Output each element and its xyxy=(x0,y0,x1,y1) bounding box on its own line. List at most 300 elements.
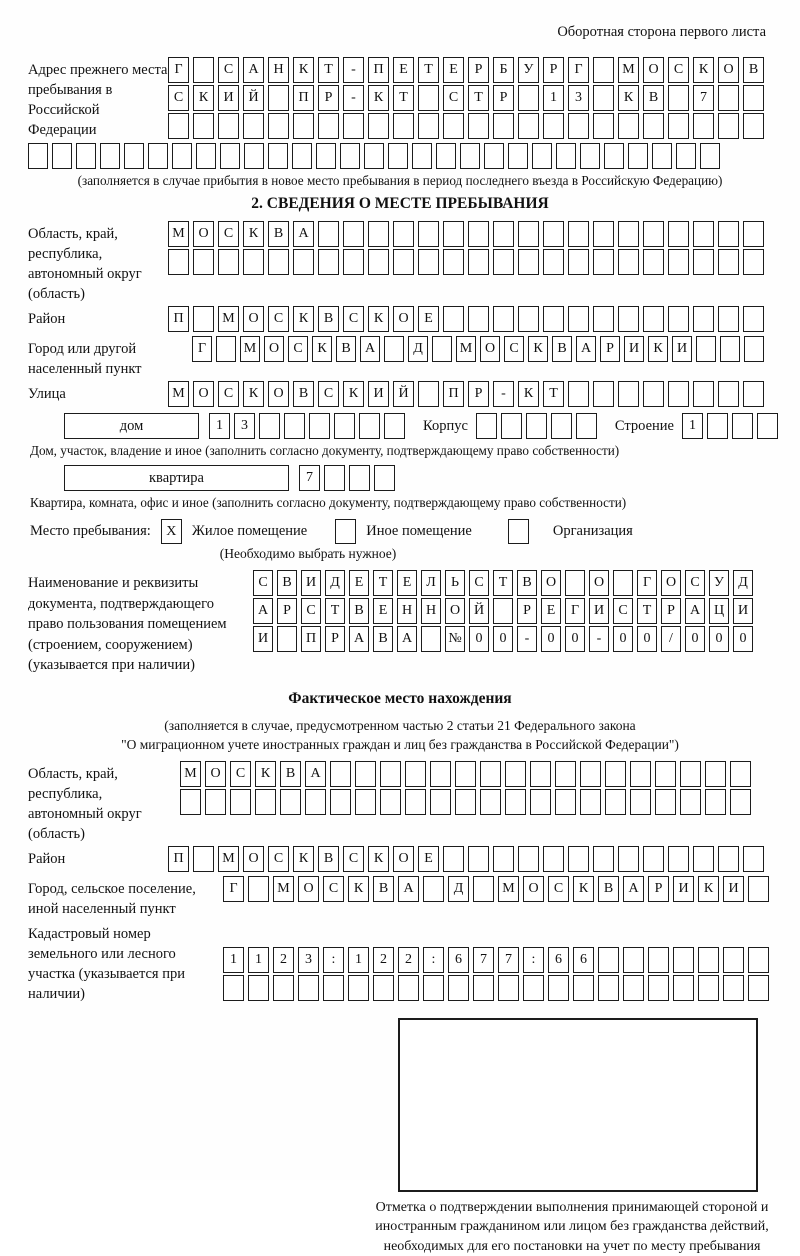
char-cell[interactable] xyxy=(698,975,719,1001)
char-cell[interactable]: П xyxy=(168,846,189,872)
char-cell[interactable]: К xyxy=(698,876,719,902)
char-cell[interactable] xyxy=(268,85,289,111)
char-cell[interactable] xyxy=(732,413,753,439)
char-cell[interactable] xyxy=(743,221,764,247)
char-cell[interactable]: М xyxy=(168,221,189,247)
char-cell[interactable]: 1 xyxy=(543,85,564,111)
char-cell[interactable] xyxy=(432,336,452,362)
char-cell[interactable]: Р xyxy=(277,598,297,624)
char-cell[interactable]: К xyxy=(255,761,276,787)
char-cell[interactable] xyxy=(518,113,539,139)
char-cell[interactable] xyxy=(343,221,364,247)
char-cell[interactable] xyxy=(318,113,339,139)
char-cell[interactable] xyxy=(673,947,694,973)
char-cell[interactable]: 6 xyxy=(448,947,469,973)
char-cell[interactable] xyxy=(718,113,739,139)
char-cell[interactable]: Е xyxy=(393,57,414,83)
char-cell[interactable]: 1 xyxy=(248,947,269,973)
char-cell[interactable] xyxy=(530,761,551,787)
char-cell[interactable] xyxy=(730,789,751,815)
char-cell[interactable]: А xyxy=(243,57,264,83)
char-cell[interactable]: В xyxy=(552,336,572,362)
char-cell[interactable]: О xyxy=(193,221,214,247)
char-cell[interactable]: В xyxy=(349,598,369,624)
char-cell[interactable] xyxy=(623,975,644,1001)
char-cell[interactable] xyxy=(309,413,330,439)
char-cell[interactable] xyxy=(526,413,547,439)
char-cell[interactable]: 2 xyxy=(373,947,394,973)
checkbox-inoe[interactable] xyxy=(335,519,356,544)
char-cell[interactable] xyxy=(205,789,226,815)
char-cell[interactable] xyxy=(555,761,576,787)
char-cell[interactable] xyxy=(248,876,269,902)
char-cell[interactable]: Ь xyxy=(445,570,465,596)
char-cell[interactable]: 3 xyxy=(298,947,319,973)
char-cell[interactable] xyxy=(518,221,539,247)
char-cell[interactable] xyxy=(718,381,739,407)
char-cell[interactable] xyxy=(443,306,464,332)
char-cell[interactable] xyxy=(593,57,614,83)
char-cell[interactable]: У xyxy=(709,570,729,596)
char-cell[interactable] xyxy=(693,221,714,247)
char-cell[interactable]: Й xyxy=(243,85,264,111)
char-cell[interactable]: О xyxy=(268,381,289,407)
char-cell[interactable] xyxy=(193,57,214,83)
char-cell[interactable]: С xyxy=(323,876,344,902)
char-cell[interactable] xyxy=(676,143,696,169)
char-cell[interactable] xyxy=(293,113,314,139)
char-cell[interactable] xyxy=(518,846,539,872)
char-cell[interactable]: Т xyxy=(493,570,513,596)
char-cell[interactable]: Р xyxy=(468,57,489,83)
char-cell[interactable]: С xyxy=(253,570,273,596)
checkbox-zhiloe[interactable]: X xyxy=(161,519,182,544)
char-cell[interactable]: 0 xyxy=(733,626,753,652)
char-cell[interactable] xyxy=(743,306,764,332)
char-cell[interactable] xyxy=(643,113,664,139)
char-cell[interactable] xyxy=(259,413,280,439)
char-cell[interactable] xyxy=(593,381,614,407)
char-cell[interactable] xyxy=(473,876,494,902)
char-cell[interactable] xyxy=(193,306,214,332)
char-cell[interactable] xyxy=(718,85,739,111)
char-cell[interactable] xyxy=(518,249,539,275)
char-cell[interactable]: 3 xyxy=(234,413,255,439)
char-cell[interactable] xyxy=(693,381,714,407)
char-cell[interactable] xyxy=(718,249,739,275)
char-cell[interactable]: 0 xyxy=(637,626,657,652)
char-cell[interactable] xyxy=(418,381,439,407)
char-cell[interactable]: 2 xyxy=(398,947,419,973)
char-cell[interactable] xyxy=(593,846,614,872)
char-cell[interactable] xyxy=(284,413,305,439)
char-cell[interactable]: А xyxy=(360,336,380,362)
char-cell[interactable]: С xyxy=(318,381,339,407)
char-cell[interactable]: Н xyxy=(421,598,441,624)
char-cell[interactable]: М xyxy=(180,761,201,787)
char-cell[interactable] xyxy=(748,876,769,902)
char-cell[interactable]: О xyxy=(264,336,284,362)
char-cell[interactable]: 2 xyxy=(273,947,294,973)
char-cell[interactable]: О xyxy=(661,570,681,596)
char-cell[interactable]: М xyxy=(618,57,639,83)
char-cell[interactable] xyxy=(468,306,489,332)
char-cell[interactable] xyxy=(618,306,639,332)
char-cell[interactable] xyxy=(643,221,664,247)
char-cell[interactable]: С xyxy=(230,761,251,787)
char-cell[interactable]: М xyxy=(456,336,476,362)
char-cell[interactable]: С xyxy=(668,57,689,83)
char-cell[interactable] xyxy=(743,85,764,111)
char-cell[interactable]: - xyxy=(517,626,537,652)
char-cell[interactable]: А xyxy=(397,626,417,652)
char-cell[interactable]: К xyxy=(368,85,389,111)
char-cell[interactable]: М xyxy=(218,846,239,872)
char-cell[interactable]: Т xyxy=(393,85,414,111)
char-cell[interactable]: И xyxy=(301,570,321,596)
char-cell[interactable] xyxy=(436,143,456,169)
char-cell[interactable]: И xyxy=(253,626,273,652)
char-cell[interactable] xyxy=(580,789,601,815)
char-cell[interactable] xyxy=(384,336,404,362)
char-cell[interactable] xyxy=(568,306,589,332)
char-cell[interactable] xyxy=(243,249,264,275)
char-cell[interactable]: А xyxy=(253,598,273,624)
char-cell[interactable] xyxy=(493,306,514,332)
char-cell[interactable] xyxy=(618,221,639,247)
char-cell[interactable]: С xyxy=(548,876,569,902)
char-cell[interactable] xyxy=(543,249,564,275)
char-cell[interactable] xyxy=(668,85,689,111)
char-cell[interactable]: Е xyxy=(541,598,561,624)
char-cell[interactable] xyxy=(518,85,539,111)
char-cell[interactable] xyxy=(707,413,728,439)
char-cell[interactable] xyxy=(343,113,364,139)
char-cell[interactable]: 7 xyxy=(473,947,494,973)
char-cell[interactable] xyxy=(368,249,389,275)
char-cell[interactable]: С xyxy=(168,85,189,111)
char-cell[interactable]: Г xyxy=(223,876,244,902)
char-cell[interactable] xyxy=(423,975,444,1001)
char-cell[interactable] xyxy=(523,975,544,1001)
char-cell[interactable] xyxy=(480,761,501,787)
char-cell[interactable]: С xyxy=(301,598,321,624)
char-cell[interactable] xyxy=(748,975,769,1001)
char-cell[interactable]: П xyxy=(443,381,464,407)
char-cell[interactable]: : xyxy=(423,947,444,973)
char-cell[interactable]: С xyxy=(218,57,239,83)
char-cell[interactable]: Р xyxy=(493,85,514,111)
char-cell[interactable]: С xyxy=(469,570,489,596)
char-cell[interactable]: Е xyxy=(443,57,464,83)
char-cell[interactable] xyxy=(555,789,576,815)
char-cell[interactable]: О xyxy=(298,876,319,902)
char-cell[interactable] xyxy=(630,761,651,787)
char-cell[interactable]: Н xyxy=(268,57,289,83)
char-cell[interactable]: С xyxy=(504,336,524,362)
char-cell[interactable] xyxy=(330,789,351,815)
char-cell[interactable] xyxy=(723,975,744,1001)
char-cell[interactable]: К xyxy=(368,846,389,872)
char-cell[interactable] xyxy=(180,789,201,815)
char-cell[interactable] xyxy=(423,876,444,902)
char-cell[interactable] xyxy=(580,143,600,169)
char-cell[interactable] xyxy=(730,761,751,787)
char-cell[interactable] xyxy=(623,947,644,973)
char-cell[interactable] xyxy=(273,975,294,1001)
char-cell[interactable] xyxy=(468,113,489,139)
char-cell[interactable] xyxy=(643,381,664,407)
char-cell[interactable] xyxy=(598,947,619,973)
char-cell[interactable] xyxy=(380,761,401,787)
char-cell[interactable]: Т xyxy=(637,598,657,624)
char-cell[interactable]: Ц xyxy=(709,598,729,624)
char-cell[interactable] xyxy=(718,221,739,247)
char-cell[interactable] xyxy=(218,249,239,275)
char-cell[interactable] xyxy=(244,143,264,169)
char-cell[interactable] xyxy=(655,761,676,787)
char-cell[interactable]: К xyxy=(648,336,668,362)
char-cell[interactable] xyxy=(748,947,769,973)
char-cell[interactable] xyxy=(448,975,469,1001)
char-cell[interactable]: К xyxy=(528,336,548,362)
char-cell[interactable]: С xyxy=(613,598,633,624)
char-cell[interactable]: О xyxy=(541,570,561,596)
char-cell[interactable] xyxy=(743,381,764,407)
char-cell[interactable]: П xyxy=(168,306,189,332)
char-cell[interactable]: 0 xyxy=(565,626,585,652)
char-cell[interactable]: Р xyxy=(517,598,537,624)
char-cell[interactable] xyxy=(718,306,739,332)
char-cell[interactable]: Т xyxy=(318,57,339,83)
checkbox-organizaciya[interactable] xyxy=(508,519,529,544)
char-cell[interactable]: Т xyxy=(468,85,489,111)
char-cell[interactable] xyxy=(673,975,694,1001)
char-cell[interactable] xyxy=(443,221,464,247)
char-cell[interactable] xyxy=(468,249,489,275)
char-cell[interactable] xyxy=(505,761,526,787)
char-cell[interactable]: О xyxy=(393,306,414,332)
char-cell[interactable]: В xyxy=(598,876,619,902)
char-cell[interactable] xyxy=(543,113,564,139)
char-cell[interactable]: - xyxy=(343,57,364,83)
char-cell[interactable]: Е xyxy=(418,306,439,332)
char-cell[interactable] xyxy=(743,846,764,872)
char-cell[interactable] xyxy=(648,947,669,973)
char-cell[interactable]: С xyxy=(685,570,705,596)
char-cell[interactable] xyxy=(255,789,276,815)
char-cell[interactable] xyxy=(318,249,339,275)
char-cell[interactable] xyxy=(443,846,464,872)
char-cell[interactable] xyxy=(643,249,664,275)
char-cell[interactable]: : xyxy=(323,947,344,973)
char-cell[interactable]: А xyxy=(398,876,419,902)
char-cell[interactable] xyxy=(493,598,513,624)
char-cell[interactable] xyxy=(168,113,189,139)
char-cell[interactable] xyxy=(405,789,426,815)
char-cell[interactable] xyxy=(484,143,504,169)
char-cell[interactable] xyxy=(568,846,589,872)
char-cell[interactable] xyxy=(493,221,514,247)
char-cell[interactable]: 7 xyxy=(693,85,714,111)
char-cell[interactable]: К xyxy=(573,876,594,902)
char-cell[interactable] xyxy=(248,975,269,1001)
char-cell[interactable] xyxy=(668,306,689,332)
char-cell[interactable] xyxy=(172,143,192,169)
char-cell[interactable] xyxy=(652,143,672,169)
char-cell[interactable] xyxy=(373,975,394,1001)
char-cell[interactable]: Д xyxy=(325,570,345,596)
char-cell[interactable]: А xyxy=(685,598,705,624)
char-cell[interactable]: А xyxy=(305,761,326,787)
char-cell[interactable] xyxy=(418,113,439,139)
char-cell[interactable]: - xyxy=(589,626,609,652)
char-cell[interactable]: П xyxy=(301,626,321,652)
char-cell[interactable] xyxy=(349,465,370,491)
char-cell[interactable]: Т xyxy=(325,598,345,624)
char-cell[interactable]: С xyxy=(268,306,289,332)
char-cell[interactable]: / xyxy=(661,626,681,652)
char-cell[interactable]: 0 xyxy=(685,626,705,652)
char-cell[interactable]: М xyxy=(273,876,294,902)
char-cell[interactable]: К xyxy=(193,85,214,111)
char-cell[interactable]: Т xyxy=(418,57,439,83)
char-cell[interactable] xyxy=(305,789,326,815)
char-cell[interactable]: В xyxy=(373,876,394,902)
char-cell[interactable] xyxy=(334,413,355,439)
char-cell[interactable] xyxy=(216,336,236,362)
char-cell[interactable]: Е xyxy=(418,846,439,872)
char-cell[interactable]: М xyxy=(168,381,189,407)
char-cell[interactable]: К xyxy=(293,306,314,332)
char-cell[interactable]: С xyxy=(218,221,239,247)
char-cell[interactable] xyxy=(388,143,408,169)
char-cell[interactable]: Д xyxy=(733,570,753,596)
char-cell[interactable] xyxy=(364,143,384,169)
char-cell[interactable] xyxy=(593,249,614,275)
char-cell[interactable]: О xyxy=(480,336,500,362)
char-cell[interactable] xyxy=(493,249,514,275)
char-cell[interactable] xyxy=(593,221,614,247)
char-cell[interactable] xyxy=(505,789,526,815)
char-cell[interactable]: И xyxy=(673,876,694,902)
char-cell[interactable] xyxy=(368,113,389,139)
char-cell[interactable]: Е xyxy=(373,598,393,624)
char-cell[interactable] xyxy=(720,336,740,362)
char-cell[interactable] xyxy=(618,113,639,139)
char-cell[interactable] xyxy=(668,249,689,275)
char-cell[interactable]: К xyxy=(343,381,364,407)
char-cell[interactable] xyxy=(543,221,564,247)
char-cell[interactable]: В xyxy=(336,336,356,362)
char-cell[interactable]: Р xyxy=(468,381,489,407)
char-cell[interactable] xyxy=(593,306,614,332)
char-cell[interactable]: С xyxy=(268,846,289,872)
char-cell[interactable] xyxy=(430,761,451,787)
char-cell[interactable] xyxy=(723,947,744,973)
char-cell[interactable] xyxy=(28,143,48,169)
char-cell[interactable]: О xyxy=(589,570,609,596)
char-cell[interactable] xyxy=(393,249,414,275)
char-cell[interactable]: М xyxy=(218,306,239,332)
char-cell[interactable] xyxy=(348,975,369,1001)
char-cell[interactable]: П xyxy=(293,85,314,111)
char-cell[interactable]: Г xyxy=(637,570,657,596)
char-cell[interactable]: А xyxy=(293,221,314,247)
char-cell[interactable]: Л xyxy=(421,570,441,596)
char-cell[interactable] xyxy=(668,846,689,872)
char-cell[interactable] xyxy=(518,306,539,332)
char-cell[interactable] xyxy=(580,761,601,787)
char-cell[interactable] xyxy=(243,113,264,139)
char-cell[interactable]: В xyxy=(280,761,301,787)
char-cell[interactable] xyxy=(648,975,669,1001)
char-cell[interactable]: И xyxy=(218,85,239,111)
char-cell[interactable] xyxy=(551,413,572,439)
char-cell[interactable] xyxy=(493,113,514,139)
char-cell[interactable]: 1 xyxy=(223,947,244,973)
char-cell[interactable] xyxy=(340,143,360,169)
char-cell[interactable]: 6 xyxy=(548,947,569,973)
char-cell[interactable] xyxy=(530,789,551,815)
char-cell[interactable] xyxy=(324,465,345,491)
char-cell[interactable]: В xyxy=(277,570,297,596)
char-cell[interactable] xyxy=(193,846,214,872)
char-cell[interactable] xyxy=(323,975,344,1001)
char-cell[interactable] xyxy=(430,789,451,815)
char-cell[interactable]: 1 xyxy=(348,947,369,973)
char-cell[interactable] xyxy=(52,143,72,169)
char-cell[interactable] xyxy=(298,975,319,1001)
char-cell[interactable]: О xyxy=(243,846,264,872)
char-cell[interactable]: Б xyxy=(493,57,514,83)
char-cell[interactable]: К xyxy=(293,57,314,83)
char-cell[interactable] xyxy=(100,143,120,169)
char-cell[interactable] xyxy=(393,113,414,139)
char-cell[interactable] xyxy=(405,761,426,787)
char-cell[interactable] xyxy=(196,143,216,169)
char-cell[interactable]: И xyxy=(624,336,644,362)
char-cell[interactable] xyxy=(680,789,701,815)
char-cell[interactable] xyxy=(593,85,614,111)
char-cell[interactable] xyxy=(613,570,633,596)
char-cell[interactable]: С xyxy=(343,306,364,332)
char-cell[interactable] xyxy=(268,143,288,169)
char-cell[interactable] xyxy=(168,249,189,275)
char-cell[interactable]: К xyxy=(243,381,264,407)
char-cell[interactable] xyxy=(693,113,714,139)
char-cell[interactable] xyxy=(568,221,589,247)
char-cell[interactable] xyxy=(628,143,648,169)
char-cell[interactable]: 0 xyxy=(613,626,633,652)
char-cell[interactable] xyxy=(193,113,214,139)
char-cell[interactable] xyxy=(743,113,764,139)
char-cell[interactable]: Р xyxy=(325,626,345,652)
char-cell[interactable] xyxy=(618,381,639,407)
char-cell[interactable] xyxy=(565,570,585,596)
char-cell[interactable]: О xyxy=(718,57,739,83)
char-cell[interactable] xyxy=(343,249,364,275)
char-cell[interactable] xyxy=(543,846,564,872)
char-cell[interactable] xyxy=(193,249,214,275)
char-cell[interactable] xyxy=(532,143,552,169)
char-cell[interactable] xyxy=(698,947,719,973)
char-cell[interactable]: 0 xyxy=(469,626,489,652)
char-cell[interactable]: М xyxy=(240,336,260,362)
char-cell[interactable] xyxy=(705,761,726,787)
char-cell[interactable]: Е xyxy=(349,570,369,596)
char-cell[interactable]: В xyxy=(373,626,393,652)
